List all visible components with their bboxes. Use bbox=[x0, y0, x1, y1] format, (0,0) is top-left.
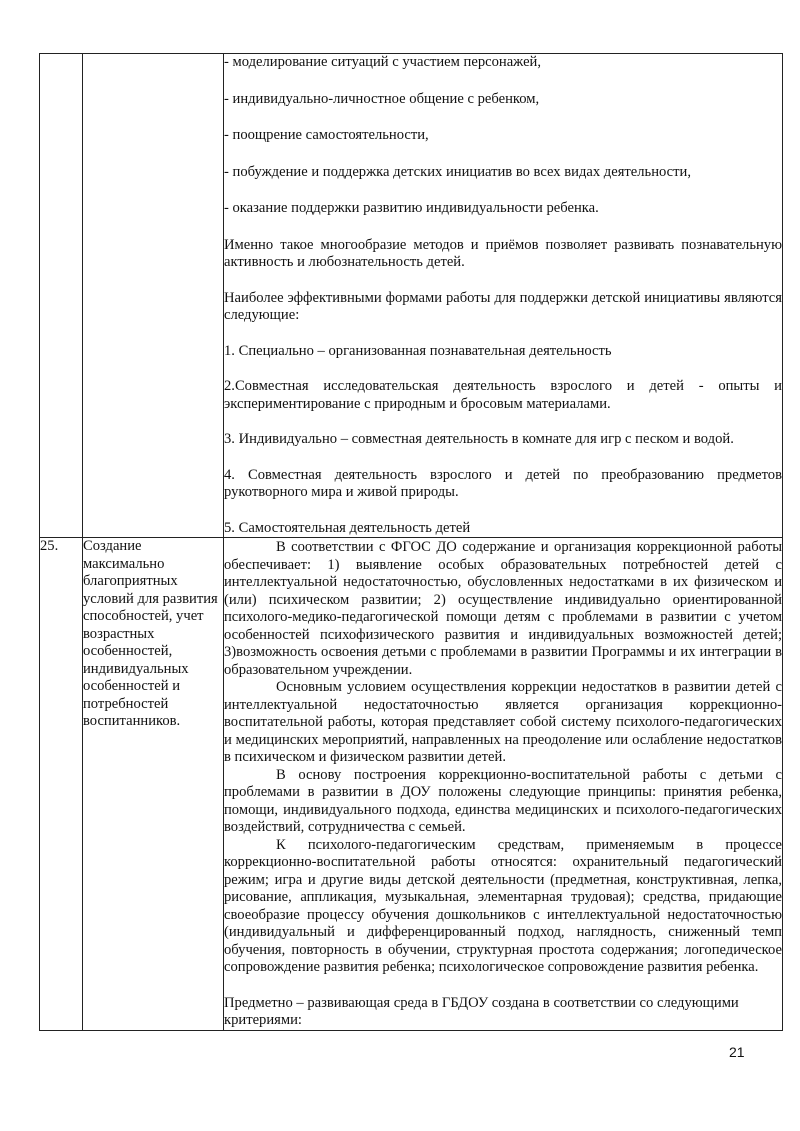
list-item: - моделирование ситуаций с участием персонажей, bbox=[224, 54, 542, 70]
title-cell bbox=[83, 54, 224, 538]
list-item: - побуждение и поддержка детских инициатив во всех видах деятельности, bbox=[224, 163, 691, 180]
paragraph: 3. Индивидуально – совместная деятельность в комнате для игр с песком и водой. bbox=[224, 431, 734, 447]
row-title: Создание максимально благоприятных условий для развития способностей, учет возрастных особенностей, индивидуальных особенностей и потребностей воспитанников. bbox=[83, 538, 224, 1031]
paragraph: Основным условием осуществления коррекции недостатков в развитии детей с интеллектуальной недостаточностью является организация коррекционно-воспитательной работы, которая представляет собой систему психолого-педагогических и медицинских мероприятий, направленных на преодоление или ослабление недостатков в психическом и физическом развитии детей. bbox=[224, 679, 782, 765]
paragraph: В основу построения коррекционно-воспитательной работы с детьми с проблемами в развитии в ДОУ положены следующие принципы: принятия ребенка, помощи, индивидуального подхода, единства медицинских и психолого-педагогических воздействий, сотрудничества с семьей. bbox=[224, 766, 782, 835]
paragraph: Именно такое многообразие методов и приёмов позволяет развивать познавательную активность и любознательность детей. bbox=[224, 236, 782, 270]
table-row bbox=[40, 54, 783, 538]
paragraph: В соответствии с ФГОС ДО содержание и организация коррекционной работы обеспечивает: 1) выявление особых образовательных потребностей детей с интеллектуальной недостаточностью, обусловленных недостатками в их физическом и (или) психическом развитии; 2) осуществление индивидуально ориентированной психолого-медико-педагогической помощи детям с проблемами в развитии с учетом особенностей психофизического развития и индивидуальных возможностей детей; 3)возможность освоения детьми с проблемами в развитии Программы и их интеграции в образовательном учреждении. bbox=[224, 539, 782, 678]
table-row bbox=[40, 538, 783, 1031]
list-item: - оказание поддержки развитию индивидуальности ребенка. bbox=[224, 200, 599, 216]
page-number: 21 bbox=[729, 1044, 745, 1060]
content-cell bbox=[224, 538, 783, 1031]
list-item: - поощрение самостоятельности, bbox=[224, 127, 429, 143]
paragraph: 4. Совместная деятельность взрослого и детей по преобразованию предметов рукотворного мира и живой природы. bbox=[224, 466, 782, 500]
content-cell bbox=[224, 54, 783, 538]
row-number: 25. bbox=[40, 538, 83, 1031]
paragraph: Наиболее эффективными формами работы для поддержки детской инициативы являются следующие: bbox=[224, 289, 782, 323]
list-item: - индивидуально-личностное общение с ребенком, bbox=[224, 90, 540, 107]
paragraph: К психолого-педагогическим средствам, применяемым в процессе коррекционно-воспитательной работы относятся: охранительный педагогический режим; игра и другие виды детской деятельности (предметная, конструктивная, лепка, рисование, аппликация, музыкальная, элементарная трудовая); средства, придающие своеобразие процессу обучения дошкольников с интеллектуальной недостаточностью (индивидуальный и дифференцированный подход, наглядность, сниженный темп обучения, повторность в обучении, структурная простота содержания; логопедическое сопровождение развития ребенка; психологическое сопровождение развития ребенка. bbox=[224, 836, 782, 975]
number-cell bbox=[40, 54, 83, 538]
paragraph: 5. Самостоятельная деятельность детей bbox=[224, 519, 471, 536]
content-table bbox=[39, 53, 783, 1031]
paragraph: 2.Совместная исследовательская деятельность взрослого и детей - опыты и экспериментирование с природным и бросовым материалами. bbox=[224, 378, 782, 412]
paragraph: 1. Специально – организованная познавательная деятельность bbox=[224, 342, 612, 359]
paragraph: Предметно – развивающая среда в ГБДОУ создана в соответствии со следующими критериями: bbox=[224, 994, 739, 1028]
